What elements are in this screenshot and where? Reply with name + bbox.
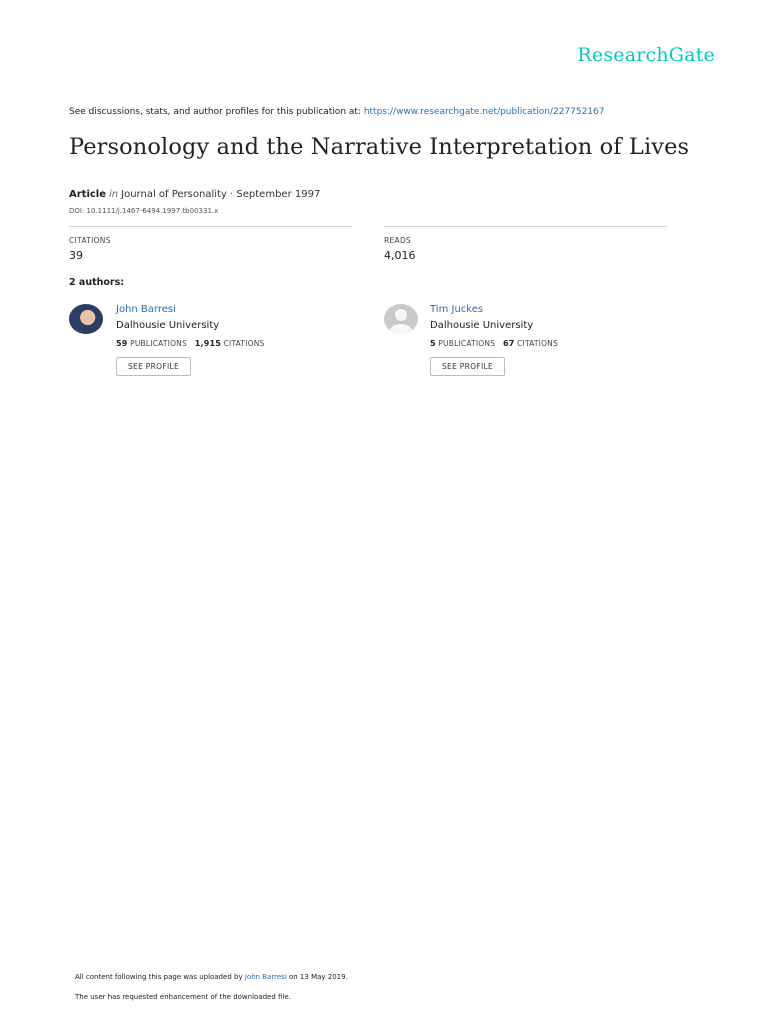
author-stats: [116, 339, 265, 348]
enhancement-note: The user has requested enhancement of the downloaded file.: [75, 993, 291, 1001]
author-institution: Dalhousie University: [430, 320, 534, 331]
uploader-link[interactable]: John Barresi: [244, 973, 287, 981]
reads-label: READS: [384, 236, 412, 245]
publication-url-link[interactable]: https://www.researchgate.net/publication/227752167: [363, 107, 605, 117]
citations-value: 39: [69, 249, 83, 262]
author-name-link[interactable]: John Barresi: [116, 304, 176, 315]
reads-value: 4,016: [384, 249, 416, 262]
see-profile-button[interactable]: SEE PROFILE: [116, 357, 191, 376]
reads-divider: [384, 226, 667, 227]
researchgate-logo[interactable]: ResearchGate: [577, 44, 715, 66]
citations-divider: [69, 226, 352, 227]
author-name-link[interactable]: Tim Juckes: [430, 304, 484, 315]
journal-date[interactable]: Journal of Personality · September 1997: [121, 189, 321, 200]
author-avatar-placeholder[interactable]: [384, 304, 418, 334]
in-word: in: [109, 189, 119, 200]
author-publications-count: 5: [430, 339, 436, 348]
person-silhouette-icon: [384, 304, 418, 334]
authors-heading: 2 authors:: [69, 277, 125, 288]
discussion-line: [69, 107, 605, 117]
upload-prefix: All content following this page was uploaded by: [75, 973, 245, 981]
publication-title: Personology and the Narrative Interpretation of Lives: [69, 134, 690, 160]
upload-note: [75, 973, 348, 981]
author-avatar[interactable]: [69, 304, 103, 334]
see-profile-button[interactable]: SEE PROFILE: [430, 357, 505, 376]
author-publications-label: PUBLICATIONS: [438, 339, 496, 348]
author-citations-count: 67: [502, 339, 515, 348]
author-citations-count: 1,915: [194, 339, 222, 348]
author-publications-label: PUBLICATIONS: [130, 339, 187, 348]
publication-type: Article: [69, 189, 107, 200]
upload-suffix: on 13 May 2019.: [286, 973, 348, 981]
discussion-prefix: See discussions, stats, and author profiles for this publication at:: [69, 107, 364, 117]
publication-meta: [69, 189, 320, 200]
author-publications-count: 59: [116, 339, 128, 348]
author-citations-label: CITATIONS: [223, 339, 265, 348]
citations-label: CITATIONS: [69, 236, 111, 245]
author-stats: [430, 339, 558, 348]
publication-doi: DOI: 10.1111/j.1467-6494.1997.tb00331.x: [69, 207, 219, 215]
author-institution: Dalhousie University: [116, 320, 220, 331]
author-citations-label: CITATIONS: [517, 339, 558, 348]
